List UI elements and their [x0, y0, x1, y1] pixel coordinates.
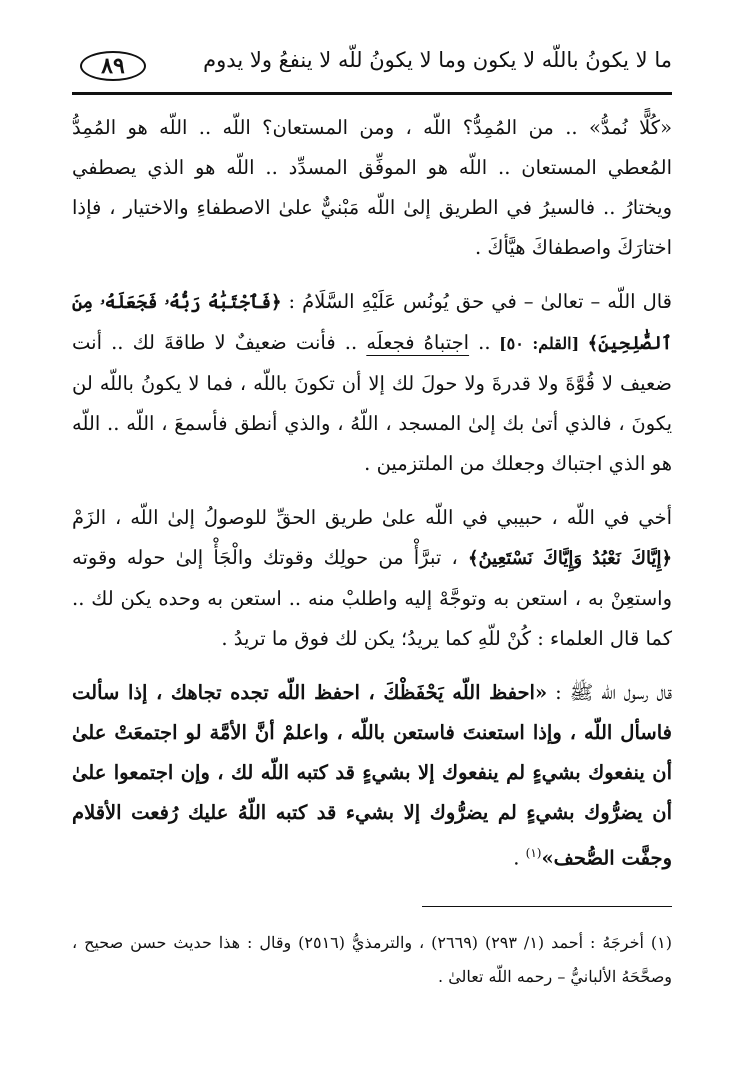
footnote-divider	[422, 906, 672, 907]
page-number-badge	[80, 51, 146, 81]
quran-verse-1: ﴿فَٱجْتَبَٰهُ رَبُّهُۥ فَجَعَلَهُۥ مِنَ ٱلصَّٰلِحِينَ﴾	[72, 292, 673, 354]
paragraph-4-end: .	[513, 846, 526, 870]
paragraph-1: «كُلًّا نُمدُّ» .. من المُمِدُّ؟ اللّه ، ومن المستعان؟ اللّه .. اللّه هو المُمِدُّ المُعطي المستعان .. اللّه هو الموفِّق المسدِّد .. اللّه هو الذي يصطفي ويختارُ .. فالسيرُ في الطريق إلىٰ اللّه مَبْنيٌّ علىٰ الاصطفاءِ والاختيار ، فإذا اختارَكَ واصطفاكَ هيَّأكَ .	[72, 116, 672, 259]
paragraph-3	[72, 498, 672, 659]
paragraph-2-separator: ..	[469, 331, 491, 354]
header-divider	[72, 92, 672, 95]
page-number: ٨٩	[101, 53, 125, 79]
paragraph-2-rest: .. فأنت ضعيفٌ لا طاقةَ لك .. أنت ضعيف لا قُوَّةَ ولا قدرةَ ولا حولَ لك إلا أن تكونَ باللّه ، فما لا يكونُ باللّه لن يكونَ ، فالذي أتىٰ بك إلىٰ المسجد ، اللّهُ ، والذي أنطق فأسمعَ ، اللّه .. اللّه هو الذي اجتباك وجعلك من الملتزمين .	[72, 331, 672, 475]
footnote-marker: (١)	[525, 846, 542, 860]
underlined-phrase: اجتباهُ فجعلَه	[366, 331, 470, 354]
footnote: (١) أخرجَهُ : أحمد (١/ ٢٩٣) (٢٦٦٩) ، والترمذيُّ (٢٥١٦) وقال : هذا حديث حسن صحيح ، وصحَّحَهُ الألبانيُّ – رحمه اللّه تعالىٰ .	[72, 933, 672, 986]
paragraph-2	[72, 282, 672, 484]
verse-reference: [القلم: ٥٠]	[490, 334, 588, 353]
paragraph-4-intro: قال رسول اللّه ﷺ :	[547, 681, 673, 704]
paragraph-3-rest: ، تبرَّأْ من حولِك وقوتك والْجَأْ إلىٰ حوله وقوته واستعِنْ به ، استعن به وتوجَّهْ إليه واطلبْ منه .. استعن به وحده يكن لك .. كما قال العلماء : كُنْ للّهِ كما يريدُ؛ يكن لك فوق ما تريدُ .	[72, 546, 672, 650]
paragraph-3-intro: أخي في اللّه ، حبيبي في اللّه علىٰ طريق الحقِّ للوصولُ إلىٰ اللّه ، الزَمْ	[72, 506, 672, 529]
page-body	[72, 108, 672, 893]
quran-verse-2: ﴿إِيَّاكَ نَعْبُدُ وَإِيَّاكَ نَسْتَعِينُ﴾	[467, 548, 672, 569]
paragraph-4	[72, 673, 672, 879]
page-header	[72, 40, 672, 90]
running-title: ما لا يكونُ باللّه لا يكون وما لا يكونُ للّه لا ينفعُ ولا يدوم	[203, 48, 672, 72]
paragraph-2-intro: قال اللّه – تعالىٰ – في حق يُونُس عَلَيْهِ السَّلَامُ :	[281, 290, 672, 313]
hadith-text: «احفظ اللّه يَحْفَظْكَ ، احفظ اللّه تجده تجاهك ، إذا سألت فاسأل اللّه ، وإذا استعنتَ فاستعن باللّه ، واعلمْ أنَّ الأمَّة لو اجتمعَتْ علىٰ أن ينفعوك بشيءٍ لم ينفعوك إلا بشيءٍ قد كتبه اللّه لك ، وإن اجتمعوا علىٰ أن يضرُّوك بشيءٍ لم يضرُّوك إلا بشيء قد كتبه اللّهُ عليك رُفعت الأقلام وجفَّت الصُّحف»	[72, 681, 672, 870]
